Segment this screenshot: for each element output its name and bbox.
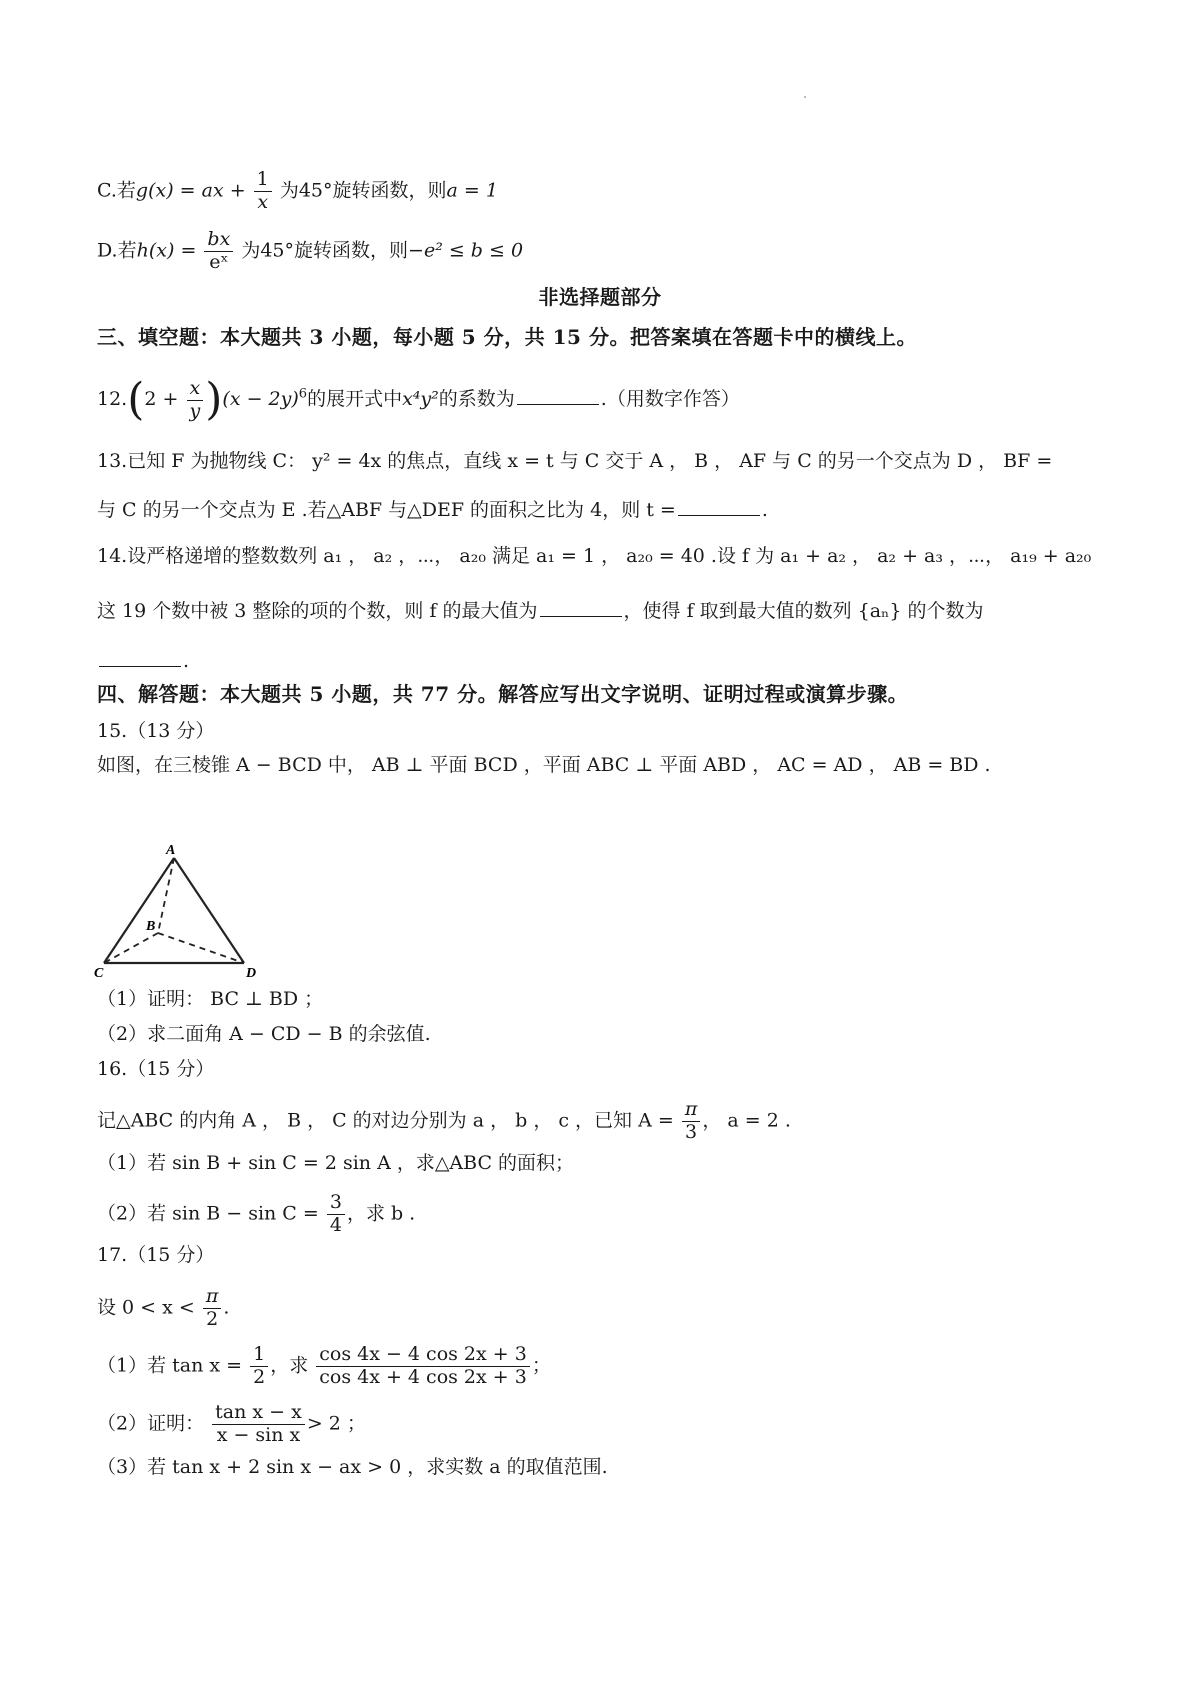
option-d: D.若h(x) = $\frac{bx}{\text{eˣ}}$ 为45°旋转函数，则−e² ≤ b ≤ 0 xyxy=(97,228,524,273)
question-17-part-2: （2）证明： $\frac{\text{tan x − x}}{\text{x − sin x}}$ > 2 ； xyxy=(97,1401,366,1446)
question-15-head: 15.（13 分） xyxy=(97,720,215,742)
question-15-stem: 如图，在三棱锥 A − BCD 中， AB ⊥ 平面 BCD ，平面 ABC ⊥ 平面 ABD ， AC = AD ， AB = BD . xyxy=(97,754,991,776)
q17-fraction-range: $\frac{\pi}{2}$ xyxy=(203,1287,222,1330)
edge-bc-hidden xyxy=(104,933,158,963)
question-13-line-2: 与 C 的另一个交点为 E .若△ABF 与△DEF 的面积之比为 4，则 t = . xyxy=(97,495,1120,525)
question-14-line-3: . xyxy=(97,646,1120,676)
section-4-title: 四、解答题：本大题共 5 小题，共 77 分。解答应写出文字说明、证明过程或演算步骤。 xyxy=(97,682,909,706)
q12-fraction: $\frac{x}{y}$ xyxy=(187,379,204,422)
vertex-label-d: D xyxy=(246,966,257,980)
option-c-fraction: $\frac{1}{x}$ xyxy=(254,170,272,213)
vertex-label-b: B xyxy=(146,919,156,934)
question-17-part-3: （3）若 tan x + 2 sin x − ax > 0 ，求实数 a 的取值范围. xyxy=(97,1456,608,1478)
question-16-part-1: （1）若 sin B + sin C = 2 sin A ，求△ABC 的面积； xyxy=(97,1152,575,1174)
q17-fraction-tan: $\frac{1}{2}$ xyxy=(250,1345,268,1388)
section-nonchoice-title: 非选择题部分 xyxy=(538,285,662,309)
question-14-line-2: 这 19 个数中被 3 整除的项的个数，则 f 的最大值为 ，使得 f 取到最大值的数列 {aₙ} 的个数为 xyxy=(97,596,1120,626)
edge-ac xyxy=(104,858,174,963)
question-16-head: 16.（15 分） xyxy=(97,1058,215,1080)
question-14-line-1: 14.设严格递增的整数数列 a₁ ， a₂ ，⋯， a₂₀ 满足 a₁ = 1 ， a₂₀ = 40 .设 f 为 a₁ + a₂ ， a₂ + a₃ ，⋯， a₁₉ + a₂₀ xyxy=(97,545,1092,567)
question-17-head: 17.（15 分） xyxy=(97,1244,215,1266)
question-15-part-1: （1）证明： BC ⊥ BD ； xyxy=(97,988,324,1010)
answer-blank xyxy=(517,384,599,405)
question-17-stem: 设 0 < x < $\frac{\pi}{2}$ . xyxy=(97,1285,230,1330)
question-16-stem: 记△ABC 的内角 A ， B ， C 的对边分别为 a ， b ， c ，已知 A = $\frac{\pi}{3}$ ， a = 2 . xyxy=(97,1098,791,1143)
q16-fraction-a: $\frac{\pi}{3}$ xyxy=(682,1100,701,1143)
q16-fraction-b: $\frac{3}{4}$ xyxy=(327,1193,345,1236)
tetrahedron-figure xyxy=(94,845,274,980)
vertex-label-c: C xyxy=(94,966,104,980)
q17-fraction-expr: $\frac{\cos 4x - 4 \cos 2x + 3}{\cos 4x + 4 \cos 2x + 3}$ xyxy=(316,1345,530,1388)
edge-bd-hidden xyxy=(158,933,244,963)
q17-fraction-proof: $\frac{\text{tan x − x}}{\text{x − sin x}}$ xyxy=(212,1403,305,1446)
option-d-fraction: $\frac{bx}{\text{eˣ}}$ xyxy=(204,230,233,273)
option-c: C.若g(x) = ax + $\frac{1}{x}$ 为45°旋转函数，则a = 1 xyxy=(97,168,498,213)
section-3-title: 三、填空题：本大题共 3 小题，每小题 5 分，共 15 分。把答案填在答题卡中的横线上。 xyxy=(97,325,917,349)
vertex-label-a: A xyxy=(166,845,176,858)
question-16-part-2: （2）若 sin B − sin C = $\frac{3}{4}$ ，求 b . xyxy=(97,1191,416,1236)
edge-ad xyxy=(174,858,244,963)
answer-blank xyxy=(678,495,760,516)
question-17-part-1: （1）若 tan x = $\frac{1}{2}$ ，求 $\frac{\cos 4x - 4 \cos 2x + 3}{\cos 4x + 4 \cos 2x + 3}$ ； xyxy=(97,1343,551,1388)
question-15-part-2: （2）求二面角 A − CD − B 的余弦值. xyxy=(97,1023,431,1045)
answer-blank xyxy=(99,646,181,667)
scan-speck xyxy=(804,96,806,98)
question-12: 12.(2 + $\frac{x}{y}$ )$(x - 2y)^6$的展开式中x⁴y²的系数为 .（用数字作答） xyxy=(97,374,740,425)
question-13-line-1: 13.已知 F 为抛物线 C： y² = 4x 的焦点，直线 x = t 与 C 交于 A ， B ， AF 与 C 的另一个交点为 D ， BF = xyxy=(97,450,1053,472)
answer-blank xyxy=(540,596,622,617)
